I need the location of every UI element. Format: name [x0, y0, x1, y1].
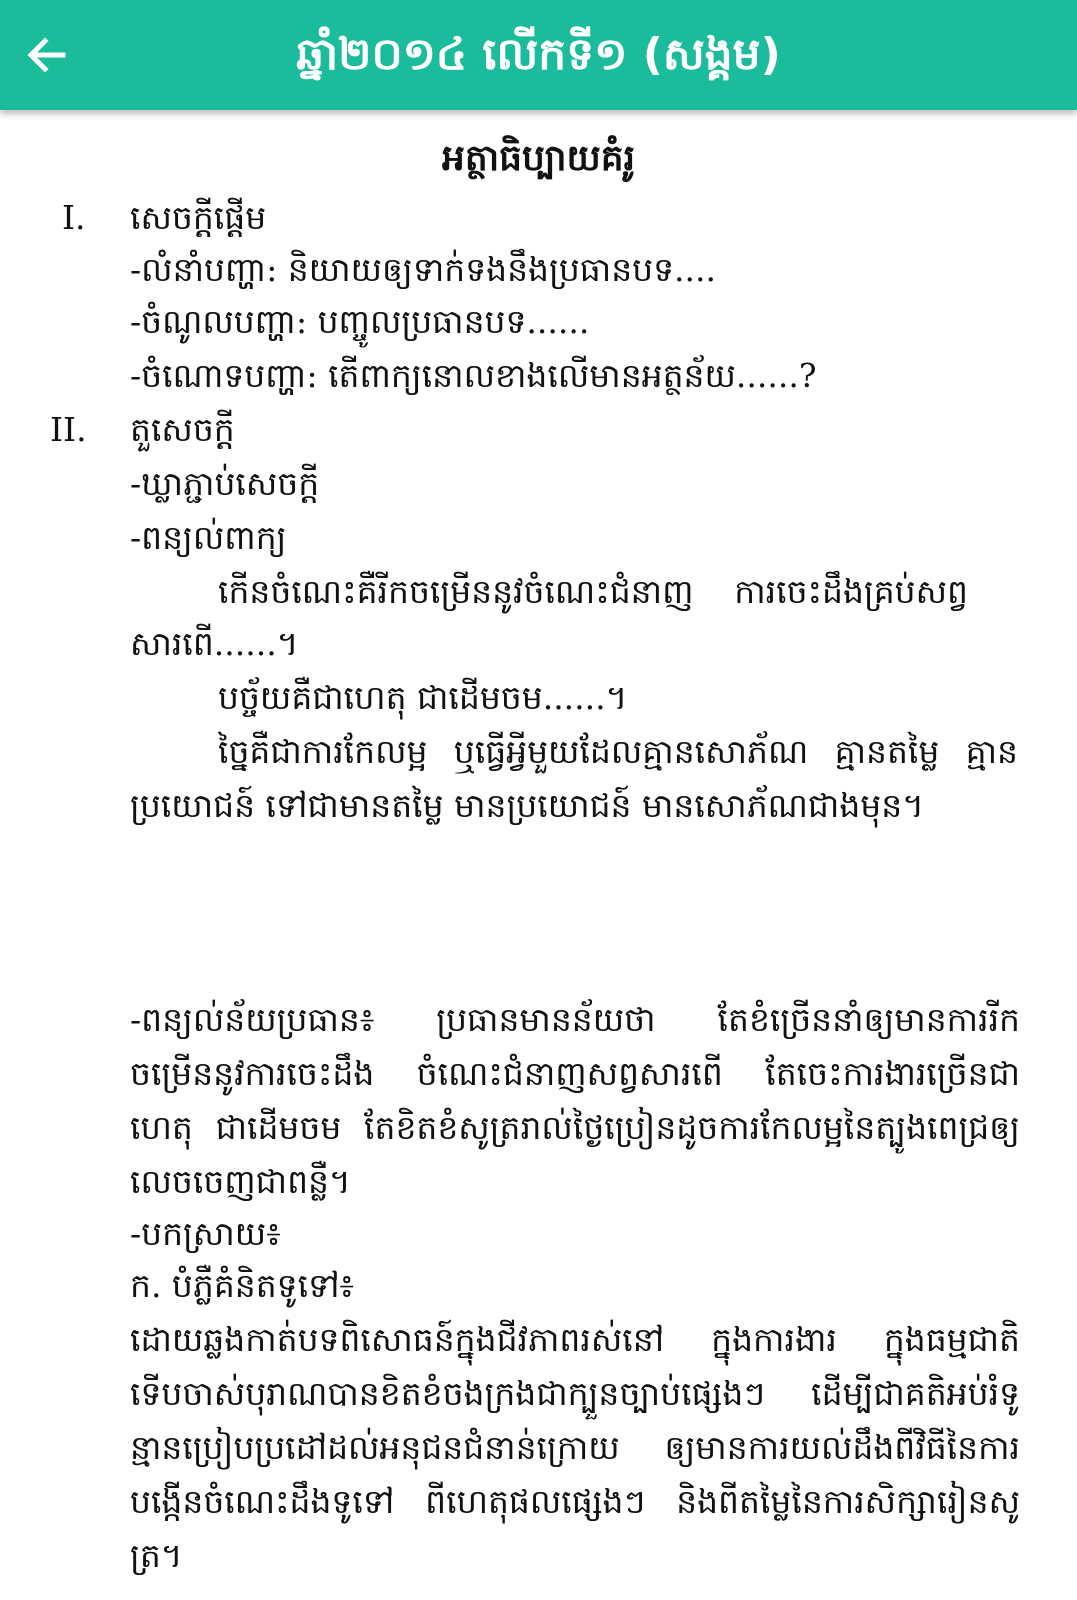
text-line: ច្នៃគឺជាការកែលម្អ ឬធ្វើអ្វីមួយដែលគ្មានសោភ័ណ គ្មានតម្លៃ គ្មាន [218, 732, 1018, 771]
text-line: -ពន្យល់ន័យប្រធាន៖ ប្រធានមានន័យថា តែខំច្រើននាំឲ្យមានការរីក [130, 1000, 1020, 1039]
text-line: -ចំណោទបញ្ហា: តើពាក្យនោលខាងលើមានអត្ថន័យ......? [130, 356, 817, 395]
text-line: ប្រយោជន៍ ទៅជាមានតម្លៃ មានប្រយោជន៍ មានសោភ័ណជាងមុន។ [130, 786, 924, 825]
text-line: -លំនាំបញ្ហា: និយាយឲ្យទាក់ទងនឹងប្រធានបទ.... [130, 250, 716, 289]
section-number: II. [50, 410, 87, 449]
section-number: I. [62, 198, 86, 237]
page-title: ឆ្នាំ២០១៤ លើកទី១ (សង្គម) [296, 29, 781, 80]
text-line: ដោយឆ្លងកាត់បទពិសោធន៍ក្នុងជីវភាពរស់នៅ ក្នុងការងារ ក្នុងធម្មជាតិ [130, 1320, 1020, 1359]
arrow-left-icon [23, 31, 71, 79]
text-line: -ឃ្លាភ្ជាប់សេចក្តី [130, 464, 320, 503]
subheading: ក. បំភ្លឺគំនិតទូទៅ៖ [130, 1266, 355, 1305]
text-line: ទើបចាស់បុរាណបានខិតខំចងក្រងជាក្បួនច្បាប់ផ្សេងៗ ដើម្បីជាគតិអប់រំទូ [130, 1374, 1020, 1413]
text-line: សារពើ......។ [130, 624, 299, 663]
text-line: ត្រ។ [130, 1536, 183, 1575]
text-line: ន្មានប្រៀបប្រដៅដល់អនុជនជំនាន់ក្រោយ ឲ្យមានការយល់ដឹងពីវិធីនៃការ [130, 1428, 1020, 1467]
back-button[interactable] [14, 22, 80, 88]
document-body [0, 110, 1077, 1600]
text-line: ហេតុ ជាដើមចម តែខិតខំសូត្ររាល់ថ្ងៃប្រៀនដូចការកែលម្អនៃត្បូងពេជ្រឲ្យ [130, 1108, 1020, 1147]
section-heading: តួសេចក្តី [130, 410, 235, 449]
text-line: -បកស្រាយ៖ [130, 1214, 281, 1253]
text-line: កើនចំណេះគឺរីកចម្រើននូវចំណេះជំនាញ ការចេះដឹងគ្រប់សព្វ [218, 572, 968, 611]
text-line: -ចំណូលបញ្ហា: បញ្ចូលប្រធានបទ...... [130, 302, 590, 341]
text-line: លេចចេញជាពន្លឺ។ [130, 1162, 351, 1201]
text-line: បច្ច័យគឺជាហេតុ ជាដើមចម......។ [218, 678, 628, 717]
text-line: បង្កើនចំណេះដឹងទូទៅ ពីហេតុផលផ្សេងៗ និងពីតម្លៃនៃការសិក្សារៀនសូ [130, 1482, 1020, 1521]
text-line: -ពន្យល់ពាក្យ [130, 518, 287, 557]
app-bar [0, 0, 1077, 110]
document-title: អត្ថាធិប្បាយគំរូ [441, 137, 635, 179]
text-line: ចម្រើននូវការចេះដឹង ចំណេះជំនាញសព្វសារពើ តែចេះការងារច្រើនជា [130, 1054, 1020, 1093]
section-heading: សេចក្តីផ្តើម [130, 198, 267, 237]
